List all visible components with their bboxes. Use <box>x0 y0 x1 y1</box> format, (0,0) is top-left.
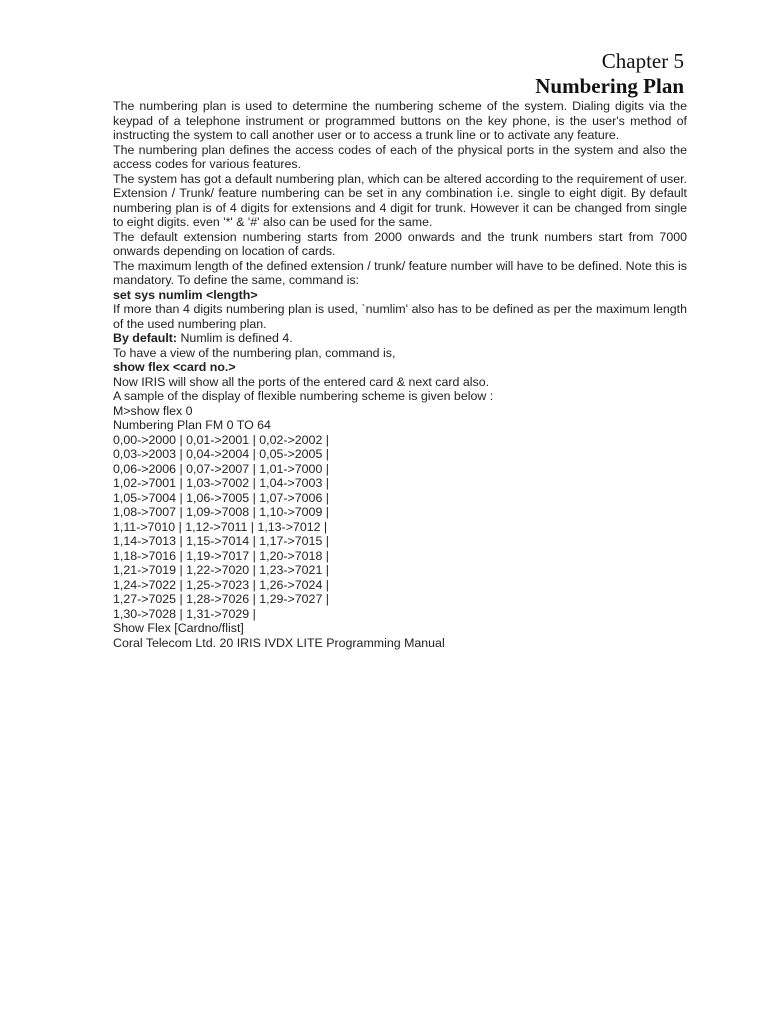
display-line: 0,03->2003 | 0,04->2004 | 0,05->2005 | <box>113 447 329 461</box>
display-line: 1,27->7025 | 1,28->7026 | 1,29->7027 | <box>113 592 329 606</box>
page-footer: Coral Telecom Ltd. 20 IRIS IVDX LITE Programming Manual <box>113 635 445 650</box>
command-numlim: set sys numlim <length> <box>113 287 258 302</box>
paragraph: If more than 4 digits numbering plan is used, `numlim' also has to be defined as per the maximum length of the used numbering plan. <box>113 302 687 331</box>
default-label: By default: <box>113 331 178 345</box>
document-body <box>113 99 687 650</box>
paragraph: The default extension numbering starts from 2000 onwards and the trunk numbers start from 7000 onwards depending on location of cards. <box>113 229 687 258</box>
display-sample <box>113 404 687 636</box>
paragraph: Now IRIS will show all the ports of the entered card & next card also. <box>113 374 490 389</box>
display-line: 1,21->7019 | 1,22->7020 | 1,23->7021 | <box>113 563 329 577</box>
command-show-flex: show flex <card no.> <box>113 360 236 374</box>
display-line: 1,30->7028 | 1,31->7029 | <box>113 606 256 621</box>
display-line: 1,14->7013 | 1,15->7014 | 1,17->7015 | <box>113 534 329 548</box>
display-line: 1,05->7004 | 1,06->7005 | 1,07->7006 | <box>113 490 329 505</box>
display-line: Numbering Plan FM 0 TO 64 <box>113 418 271 432</box>
paragraph: A sample of the display of flexible numbering scheme is given below : <box>113 389 494 403</box>
chapter-number: Chapter 5 <box>601 49 684 73</box>
display-line: 0,06->2006 | 0,07->2007 | 1,01->7000 | <box>113 461 329 476</box>
display-line: 1,18->7016 | 1,19->7017 | 1,20->7018 | <box>113 548 329 563</box>
paragraph: The numbering plan is used to determine the numbering scheme of the system. Dialing digits via the keypad of a telephone instrument or programmed buttons on the key phone, is the user's method of instructing the system to call another user or to access a trunk line or to activate any feature. <box>113 99 687 142</box>
display-line: M>show flex 0 <box>113 403 193 418</box>
default-text: Numlim is defined 4. <box>177 331 293 345</box>
paragraph: To have a view of the numbering plan, command is, <box>113 345 396 360</box>
display-line: 1,11->7010 | 1,12->7011 | 1,13->7012 | <box>113 519 328 534</box>
display-line: 0,00->2000 | 0,01->2001 | 0,02->2002 | <box>113 432 329 447</box>
paragraph: The numbering plan defines the access codes of each of the physical ports in the system and also the access codes for various features. <box>113 142 687 171</box>
display-line: 1,02->7001 | 1,03->7002 | 1,04->7003 | <box>113 476 329 490</box>
paragraph: The maximum length of the defined extension / trunk/ feature number will have to be defined. Note this is mandatory. To define the same, command is: <box>113 258 687 287</box>
paragraph: The system has got a default numbering plan, which can be altered according to the requirement of user. Extension / Trunk/ feature numbering can be set in any combination i.e. single to eight digit. By default numbering plan is of 4 digits for extensions and 4 digit for trunk. However it can be changed from single to eight digits. even '*' & '#' also can be used for the same. <box>113 171 687 229</box>
chapter-title: Numbering Plan <box>535 74 684 98</box>
default-note <box>113 331 687 346</box>
display-line: 1,24->7022 | 1,25->7023 | 1,26->7024 | <box>113 577 329 592</box>
chapter-header <box>535 49 684 99</box>
display-line: Show Flex [Cardno/flist] <box>113 621 244 635</box>
display-line: 1,08->7007 | 1,09->7008 | 1,10->7009 | <box>113 505 329 519</box>
